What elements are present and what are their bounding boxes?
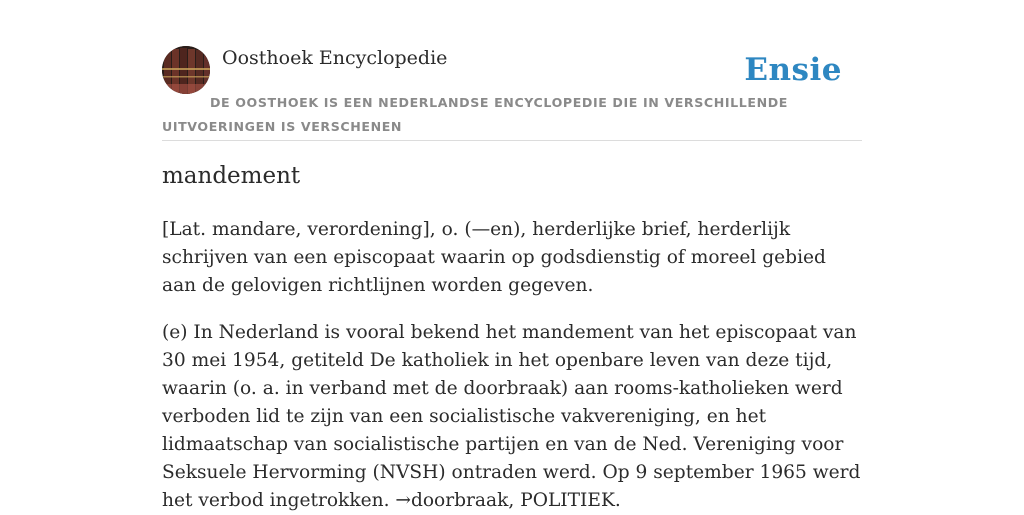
article-paragraph: (e) In Nederland is vooral bekend het mandement van het episcopaat van 30 mei 1954, getiteld De katholiek in het openbare leven van deze tijd, waarin (o. a. in verband met de doorbraak) aan rooms-katholieken werd verboden lid te zijn van een socialistische vakvereniging, en het lidmaatschap van socialistische partijen en van de Ned. Vereniging voor Seksuele Hervorming (NVSH) ontraden werd. Op 9 september 1965 werd het verbod ingetrokken. →doorbraak, POLITIEK. (162, 322, 861, 511)
site-header (162, 40, 862, 141)
article-term: mandement (162, 163, 301, 189)
source-tagline: DE OOSTHOEK IS EEN NEDERLANDSE ENCYCLOPEDIE DIE IN VERSCHILLENDE UITVOERINGEN IS VERSCHENEN (162, 95, 789, 134)
article-paragraph: [Lat. mandare, verordening], o. (—en), herderlijke brief, herderlijk schrijven van een episcopaat waarin op godsdienstig of moreel gebied aan de gelovigen richtlijnen worden gegeven. (162, 219, 826, 296)
encyclopedia-books-icon[interactable] (162, 46, 210, 94)
brand-logo[interactable]: Ensie (744, 52, 842, 88)
source-title[interactable]: Oosthoek Encyclopedie (222, 47, 448, 69)
